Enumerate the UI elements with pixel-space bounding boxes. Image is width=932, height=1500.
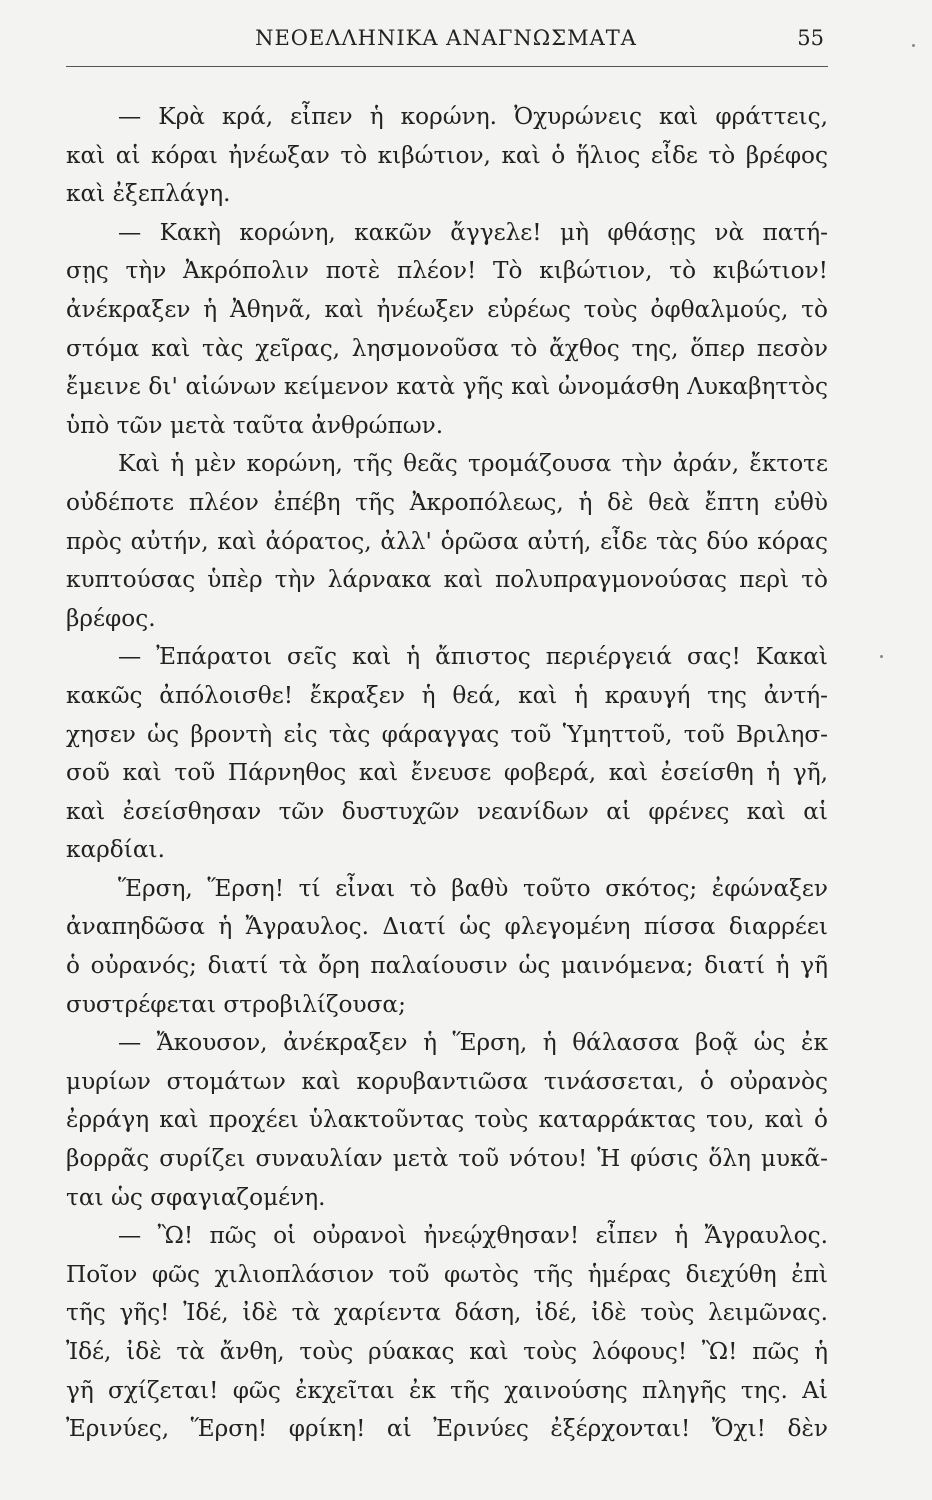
- text-line: ται ὡς σφαγιαζομένη.: [66, 1183, 326, 1211]
- text-line: — Κρὰ κρά, εἶπεν ἡ κορώνη. Ὀχυρώνεις καὶ φράττεις,: [118, 103, 828, 130]
- text-line: τῆς γῆς! Ἰδέ, ἰδὲ τὰ χαρίεντα δάση, ἰδέ, ἰδὲ τοὺς λειμῶνας.: [66, 1299, 828, 1327]
- text-line: κυπτούσας ὑπὲρ τὴν λάρνακα καὶ πολυπραγμονούσας περὶ τὸ: [66, 566, 828, 594]
- text-line: ἀνέκραξεν ἡ Ἀθηνᾶ, καὶ ἠνέωξεν εὐρέως τοὺς ὀφθαλμούς, τὸ: [66, 295, 828, 323]
- text-line: ἀναπηδῶσα ἡ Ἄγραυλος. Διατί ὡς φλεγομένη πίσσα διαρρέει: [66, 913, 828, 941]
- text-line: χησεν ὡς βροντὴ εἰς τὰς φάραγγας τοῦ Ὑμηττοῦ, τοῦ Βριλησ-: [66, 720, 828, 748]
- text-line: καρδίαι.: [66, 836, 165, 864]
- text-line: Ποῖον φῶς χιλιοπλάσιον τοῦ φωτὸς τῆς ἡμέρας διεχύθη ἐπὶ: [66, 1260, 828, 1288]
- page-header: [68, 26, 824, 56]
- text-line: καὶ ἐσείσθησαν τῶν δυστυχῶν νεανίδων αἱ φρένες καὶ αἱ: [66, 797, 828, 825]
- text-line: μυρίων στομάτων καὶ κορυβαντιῶσα τινάσσεται, ὁ οὐρανὸς: [66, 1067, 828, 1095]
- body-text: [66, 98, 828, 1449]
- text-line: βρέφος.: [66, 604, 156, 632]
- text-line: Ἰδέ, ἰδὲ τὰ ἄνθη, τοὺς ρύακας καὶ τοὺς λόφους! Ὢ! πῶς ἡ: [66, 1338, 828, 1365]
- text-line: καὶ αἱ κόραι ἠνέωξαν τὸ κιβώτιον, καὶ ὁ ἥλιος εἶδε τὸ βρέφος: [66, 141, 828, 169]
- text-line: σοῦ καὶ τοῦ Πάρνηθος καὶ ἔνευσε φοβερά, καὶ ἐσείσθη ἡ γῆ,: [66, 759, 828, 787]
- text-line: Καὶ ἡ μὲν κορώνη, τῆς θεᾶς τρομάζουσα τὴν ἀράν, ἔκτοτε: [118, 450, 828, 478]
- text-line: στόμα καὶ τὰς χεῖρας, λησμονοῦσα τὸ ἄχθος της, ὅπερ πεσὸν: [66, 334, 828, 362]
- text-line: κακῶς ἀπόλοισθε! ἔκραξεν ἡ θεά, καὶ ἡ κραυγή της ἀντή-: [66, 681, 828, 709]
- text-line: — Κακὴ κορώνη, κακῶν ἄγγελε! μὴ φθάσῃς νὰ πατή-: [118, 218, 828, 246]
- text-line: καὶ ἐξεπλάγη.: [66, 180, 231, 208]
- text-line: σῃς τὴν Ἀκρόπολιν ποτὲ πλέον! Τὸ κιβώτιον, τὸ κιβώτιον!: [66, 257, 828, 285]
- text-line: Ἕρση, Ἕρση! τί εἶναι τὸ βαθὺ τοῦτο σκότος; ἐφώναξεν: [118, 874, 828, 902]
- text-line: οὐδέποτε πλέον ἐπέβη τῆς Ἀκροπόλεως, ἡ δὲ θεὰ ἔπτη εὐθὺ: [66, 488, 828, 516]
- text-line: γῆ σχίζεται! φῶς ἐκχεῖται ἐκ τῆς χαινούσης πληγῆς της. Αἱ: [66, 1376, 828, 1404]
- paper-speck: [880, 655, 883, 658]
- text-line: — Ἄκουσον, ἀνέκραξεν ἡ Ἕρση, ἡ θάλασσα βοᾷ ὡς ἐκ: [118, 1029, 828, 1057]
- text-line: συστρέφεται στροβιλίζουσα;: [66, 990, 406, 1018]
- text-line: πρὸς αὐτήν, καὶ ἀόρατος, ἀλλ' ὁρῶσα αὐτή, εἶδε τὰς δύο κόρας: [66, 527, 828, 555]
- text-line: ἔμεινε δι' αἰώνων κείμενον κατὰ γῆς καὶ ὠνομάσθη Λυκαβηττὸς: [66, 373, 828, 401]
- paper-speck: [912, 44, 915, 47]
- header-rule: [66, 66, 828, 67]
- text-line: — Ἐπάρατοι σεῖς καὶ ἡ ἄπιστος περιέργειά σας! Κακαὶ: [118, 643, 828, 671]
- text-line: ὑπὸ τῶν μετὰ ταῦτα ἀνθρώπων.: [66, 411, 444, 439]
- page-number: 55: [797, 26, 824, 50]
- text-line: Ἐρινύες, Ἕρση! φρίκη! αἱ Ἐρινύες ἐξέρχονται! Ὄχι! δὲν: [66, 1415, 828, 1443]
- text-line: ἐρράγη καὶ προχέει ὑλακτοῦντας τοὺς καταρράκτας του, καὶ ὁ: [66, 1106, 828, 1134]
- text-line: — Ὢ! πῶς οἱ οὐρανοὶ ἠνεῴχθησαν! εἶπεν ἡ Ἄγραυλος.: [118, 1222, 828, 1250]
- text-line: βορρᾶς συρίζει συναυλίαν μετὰ τοῦ νότου! Ἡ φύσις ὅλη μυκᾶ-: [66, 1145, 828, 1173]
- running-title: ΝΕΟΕΛΛΗΝΙΚΑ ΑΝΑΓΝΩΣΜΑΤΑ: [255, 26, 637, 50]
- text-line: ὁ οὐρανός; διατί τὰ ὄρη παλαίουσιν ὡς μαινόμενα; διατί ἡ γῆ: [66, 952, 828, 980]
